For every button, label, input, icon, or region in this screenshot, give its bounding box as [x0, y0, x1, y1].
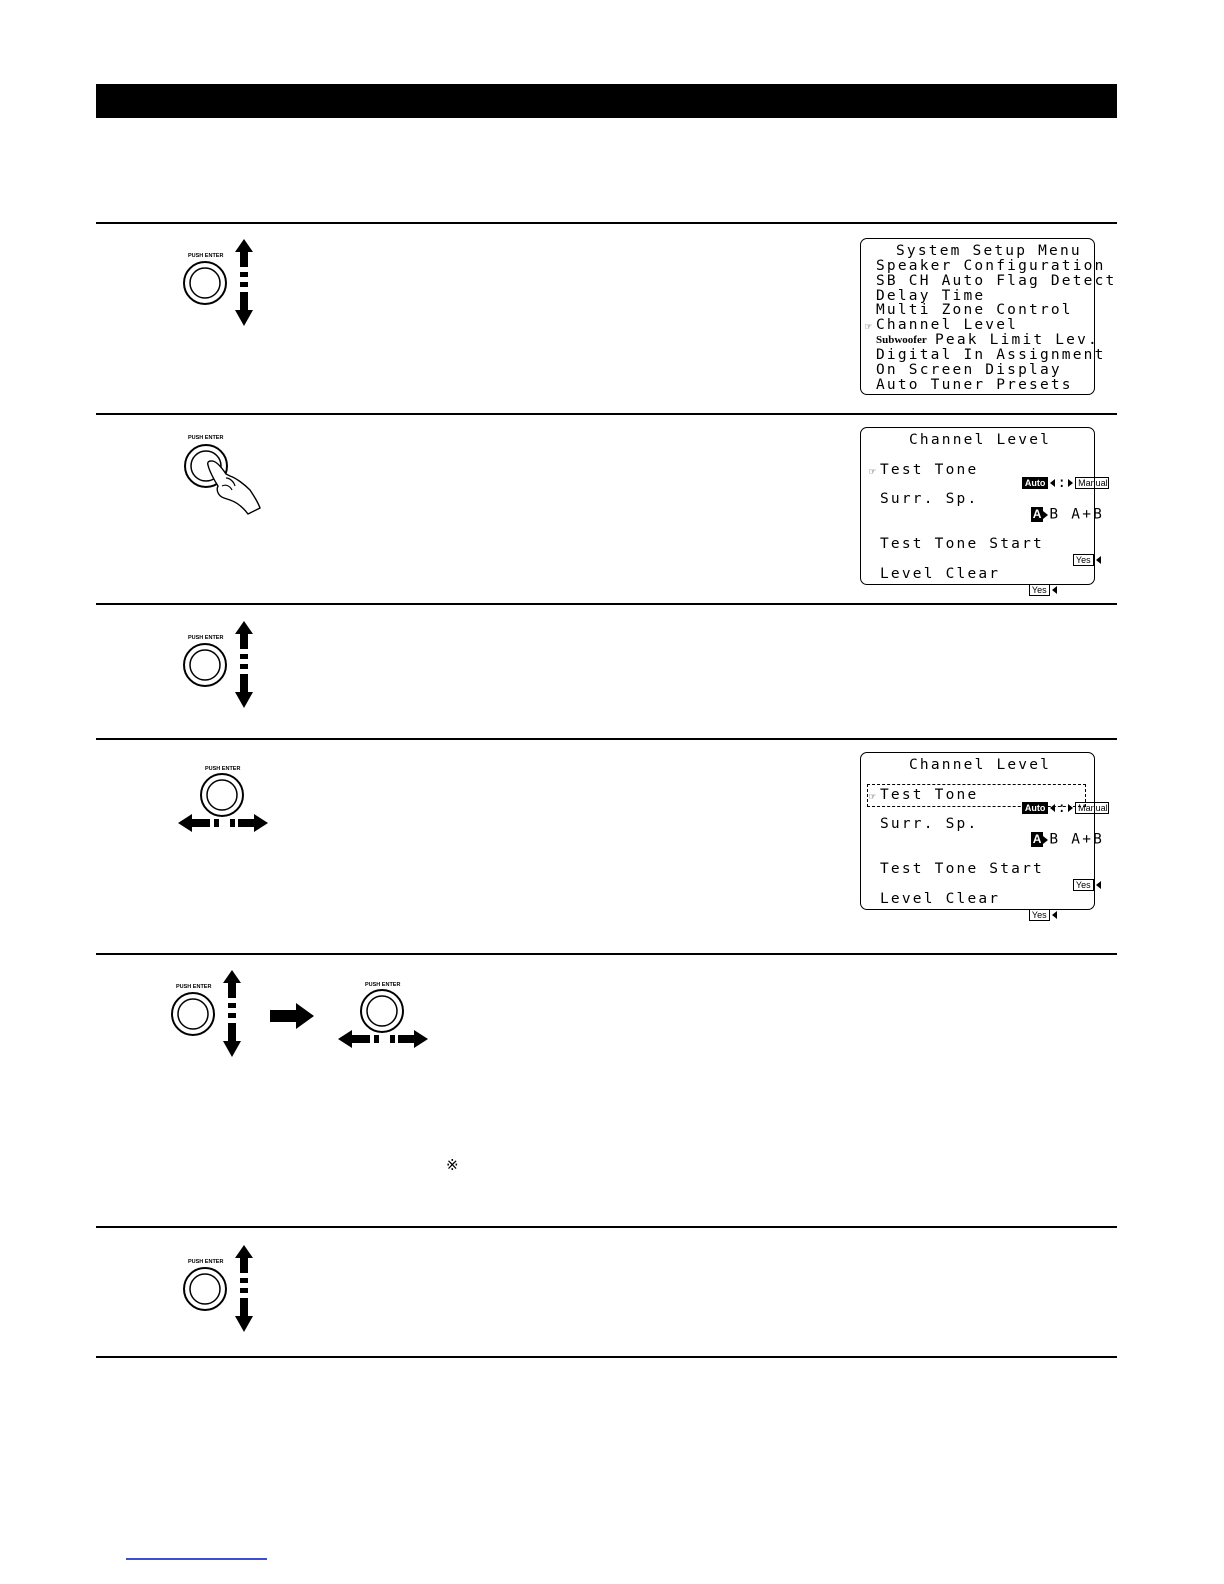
- auto-option[interactable]: Auto: [1022, 477, 1049, 489]
- left-arrow-icon: [1052, 586, 1057, 594]
- pointer-hand-icon: ☞: [869, 790, 876, 803]
- channel-level-screen: [860, 427, 1108, 595]
- screen-title: Channel Level: [909, 432, 1052, 448]
- menu-title: System Setup Menu: [896, 243, 1082, 259]
- right-arrow-icon: [1068, 804, 1073, 812]
- knob-updown-icon: [168, 967, 258, 1063]
- knob-leftright-icon: [336, 978, 430, 1052]
- menu-item-selected[interactable]: Channel Level: [876, 317, 1019, 333]
- knob-label: PUSH ENTER: [188, 253, 224, 259]
- menu-item-prefix: Subwoofer: [876, 334, 927, 346]
- row-divider: [96, 953, 1117, 955]
- row-divider: [96, 413, 1117, 415]
- knob-label: PUSH ENTER: [176, 984, 212, 990]
- menu-item[interactable]: Digital In Assignment: [876, 347, 1106, 363]
- knob-updown-icon: [180, 1242, 270, 1338]
- knob-push-icon: [178, 428, 268, 520]
- arrow-right-icon: [270, 1003, 316, 1029]
- knob-label: PUSH ENTER: [188, 635, 224, 641]
- menu-item[interactable]: SB CH Auto Flag Detect: [876, 273, 1117, 289]
- option-a[interactable]: A: [1032, 832, 1042, 846]
- system-setup-menu-screen: [860, 238, 1117, 395]
- right-arrow-icon: [1043, 836, 1048, 844]
- test-tone-label: Test Tone: [880, 787, 979, 803]
- knob-label: PUSH ENTER: [205, 766, 241, 772]
- menu-item[interactable]: Speaker Configuration: [876, 258, 1106, 274]
- menu-item[interactable]: Multi Zone Control: [876, 302, 1073, 318]
- knob-label: PUSH ENTER: [365, 982, 401, 988]
- level-clear-label: Level Clear: [880, 566, 1001, 582]
- note-mark: ※: [446, 1156, 459, 1174]
- left-arrow-icon: [1096, 881, 1101, 889]
- row-divider: [96, 222, 1117, 224]
- option-a[interactable]: A: [1032, 507, 1042, 521]
- channel-level-screen: [860, 752, 1108, 920]
- row-divider: [96, 738, 1117, 740]
- row-divider: [96, 1356, 1117, 1358]
- knob-updown-icon: [180, 236, 270, 332]
- link-underline[interactable]: [126, 1558, 267, 1560]
- menu-item[interactable]: Auto Tuner Presets: [876, 377, 1073, 393]
- manual-option[interactable]: Manual: [1075, 477, 1109, 489]
- separator: :: [1057, 475, 1067, 491]
- yes-option[interactable]: Yes: [1073, 879, 1094, 891]
- option-b[interactable]: B A+B: [1049, 831, 1105, 848]
- right-arrow-icon: [1043, 511, 1048, 519]
- pointer-hand-icon: ☞: [865, 320, 872, 333]
- left-arrow-icon: [1052, 911, 1057, 919]
- menu-item[interactable]: Peak Limit Lev.: [935, 332, 1099, 348]
- knob-leftright-icon: [176, 762, 270, 836]
- surr-sp-label: Surr. Sp.: [880, 816, 979, 832]
- test-tone-start-label: Test Tone Start: [880, 536, 1044, 552]
- row-divider: [96, 603, 1117, 605]
- yes-option[interactable]: Yes: [1029, 584, 1050, 596]
- option-b[interactable]: B A+B: [1049, 506, 1105, 523]
- row-divider: [96, 1226, 1117, 1228]
- yes-option[interactable]: Yes: [1073, 554, 1094, 566]
- level-clear-label: Level Clear: [880, 891, 1001, 907]
- manual-option[interactable]: Manual: [1075, 802, 1109, 814]
- separator: :: [1057, 800, 1067, 816]
- knob-label: PUSH ENTER: [188, 435, 224, 441]
- auto-option[interactable]: Auto: [1022, 802, 1049, 814]
- knob-label: PUSH ENTER: [188, 1259, 224, 1265]
- left-arrow-icon: [1096, 556, 1101, 564]
- screen-title: Channel Level: [909, 757, 1052, 773]
- header-bar: [96, 84, 1117, 118]
- yes-option[interactable]: Yes: [1029, 909, 1050, 921]
- left-arrow-icon: [1050, 804, 1055, 812]
- surr-sp-label: Surr. Sp.: [880, 491, 979, 507]
- test-tone-start-label: Test Tone Start: [880, 861, 1044, 877]
- menu-item[interactable]: On Screen Display: [876, 362, 1062, 378]
- menu-item[interactable]: Delay Time: [876, 288, 986, 304]
- right-arrow-icon: [1068, 479, 1073, 487]
- knob-updown-icon: [180, 618, 270, 714]
- left-arrow-icon: [1050, 479, 1055, 487]
- test-tone-label: Test Tone: [880, 462, 979, 478]
- pointer-hand-icon: ☞: [869, 465, 876, 478]
